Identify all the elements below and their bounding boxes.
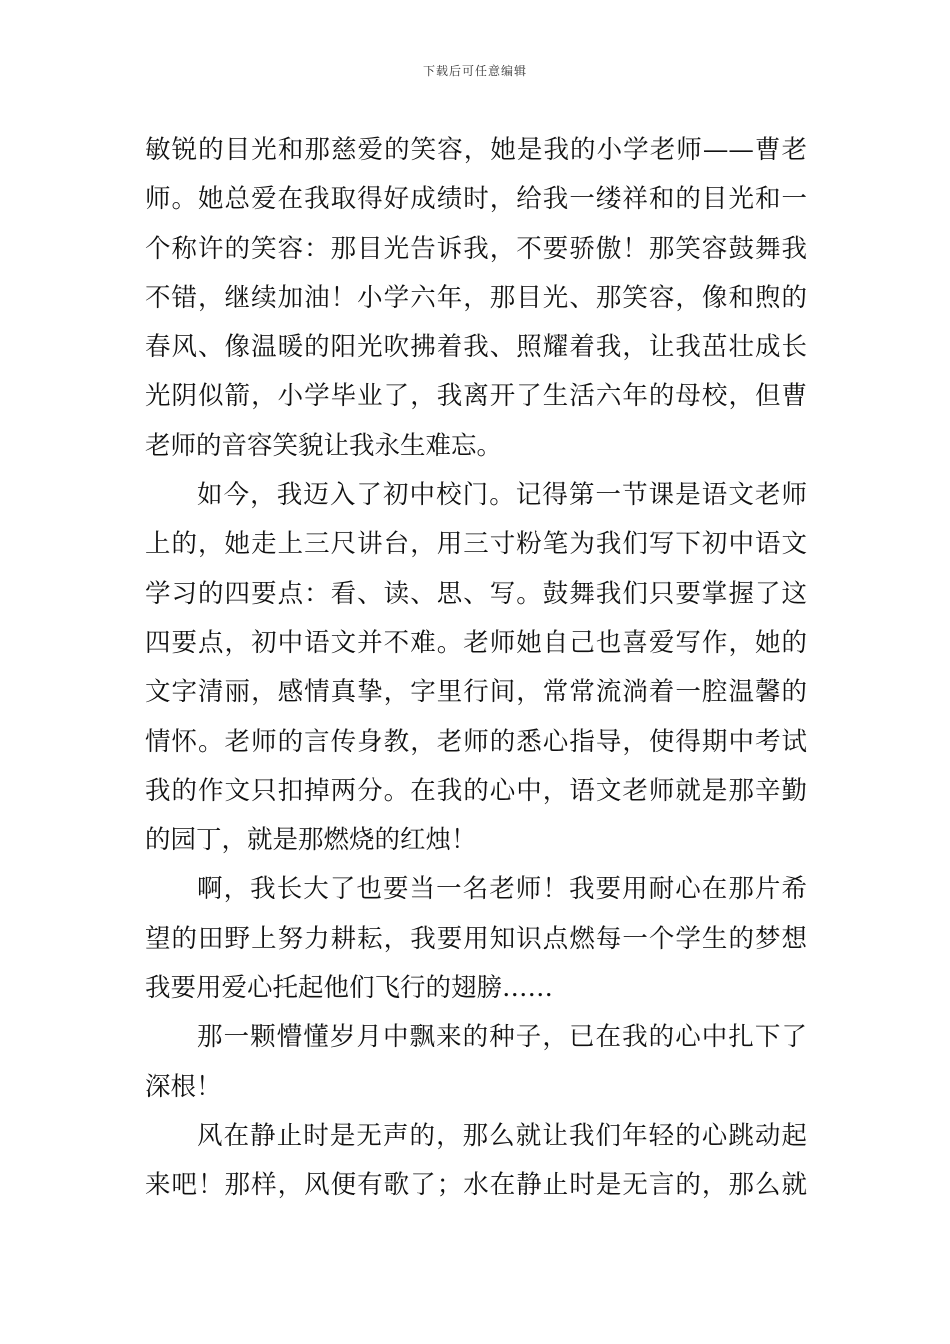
text-line: 老师的音容笑貌让我永生难忘。 (145, 430, 503, 461)
text-line: 敏锐的目光和那慈爱的笑容，她是我的小学老师——曹老 (145, 135, 807, 165)
text-line: 风在静止时是无声的，那么就让我们年轻的心跳动起 (197, 1120, 807, 1151)
page-header: 下载后可任意编辑 (422, 64, 527, 78)
text-line: 我的作文只扣掉两分。在我的心中，语文老师就是那辛勤 (145, 775, 807, 806)
text-line: 文字清丽，感情真挚，字里行间，常常流淌着一腔温馨的 (145, 677, 807, 708)
text-line: 光阴似箭，小学毕业了，我离开了生活六年的母校，但曹 (145, 381, 807, 412)
text-line: 的园丁，就是那燃烧的红烛！ (145, 825, 477, 856)
document-body (145, 126, 807, 1211)
text-line: 我要用爱心托起他们飞行的翅膀…… (145, 973, 554, 1004)
text-line: 来吧！那样，风便有歌了；水在静止时是无言的，那么就 (145, 1170, 807, 1201)
text-line: 上的，她走上三尺讲台，用三寸粉笔为我们写下初中语文 (145, 529, 807, 560)
text-line: 春风、像温暖的阳光吹拂着我、照耀着我，让我茁壮成长 (145, 332, 807, 363)
text-line: 如今，我迈入了初中校门。记得第一节课是语文老师 (197, 480, 807, 511)
text-line: 深根！ (145, 1071, 222, 1102)
text-line: 四要点，初中语文并不难。老师她自己也喜爱写作，她的 (145, 627, 807, 658)
text-line: 情怀。老师的言传身教，老师的悉心指导，使得期中考试 (145, 726, 807, 757)
text-line: 不错，继续加油！小学六年，那目光、那笑容，像和煦的 (145, 282, 807, 313)
text-line: 学习的四要点：看、读、思、写。鼓舞我们只要掌握了这 (145, 578, 807, 609)
text-line: 师。她总爱在我取得好成绩时，给我一缕祥和的目光和一 (145, 184, 807, 215)
text-line: 那一颗懵懂岁月中飘来的种子，已在我的心中扎下了 (197, 1022, 807, 1053)
text-line: 啊，我长大了也要当一名老师！我要用耐心在那片希 (197, 874, 807, 905)
text-line: 望的田野上努力耕耘，我要用知识点燃每一个学生的梦想 (145, 923, 807, 954)
text-line: 个称许的笑容：那目光告诉我，不要骄傲！那笑容鼓舞我 (145, 233, 807, 264)
